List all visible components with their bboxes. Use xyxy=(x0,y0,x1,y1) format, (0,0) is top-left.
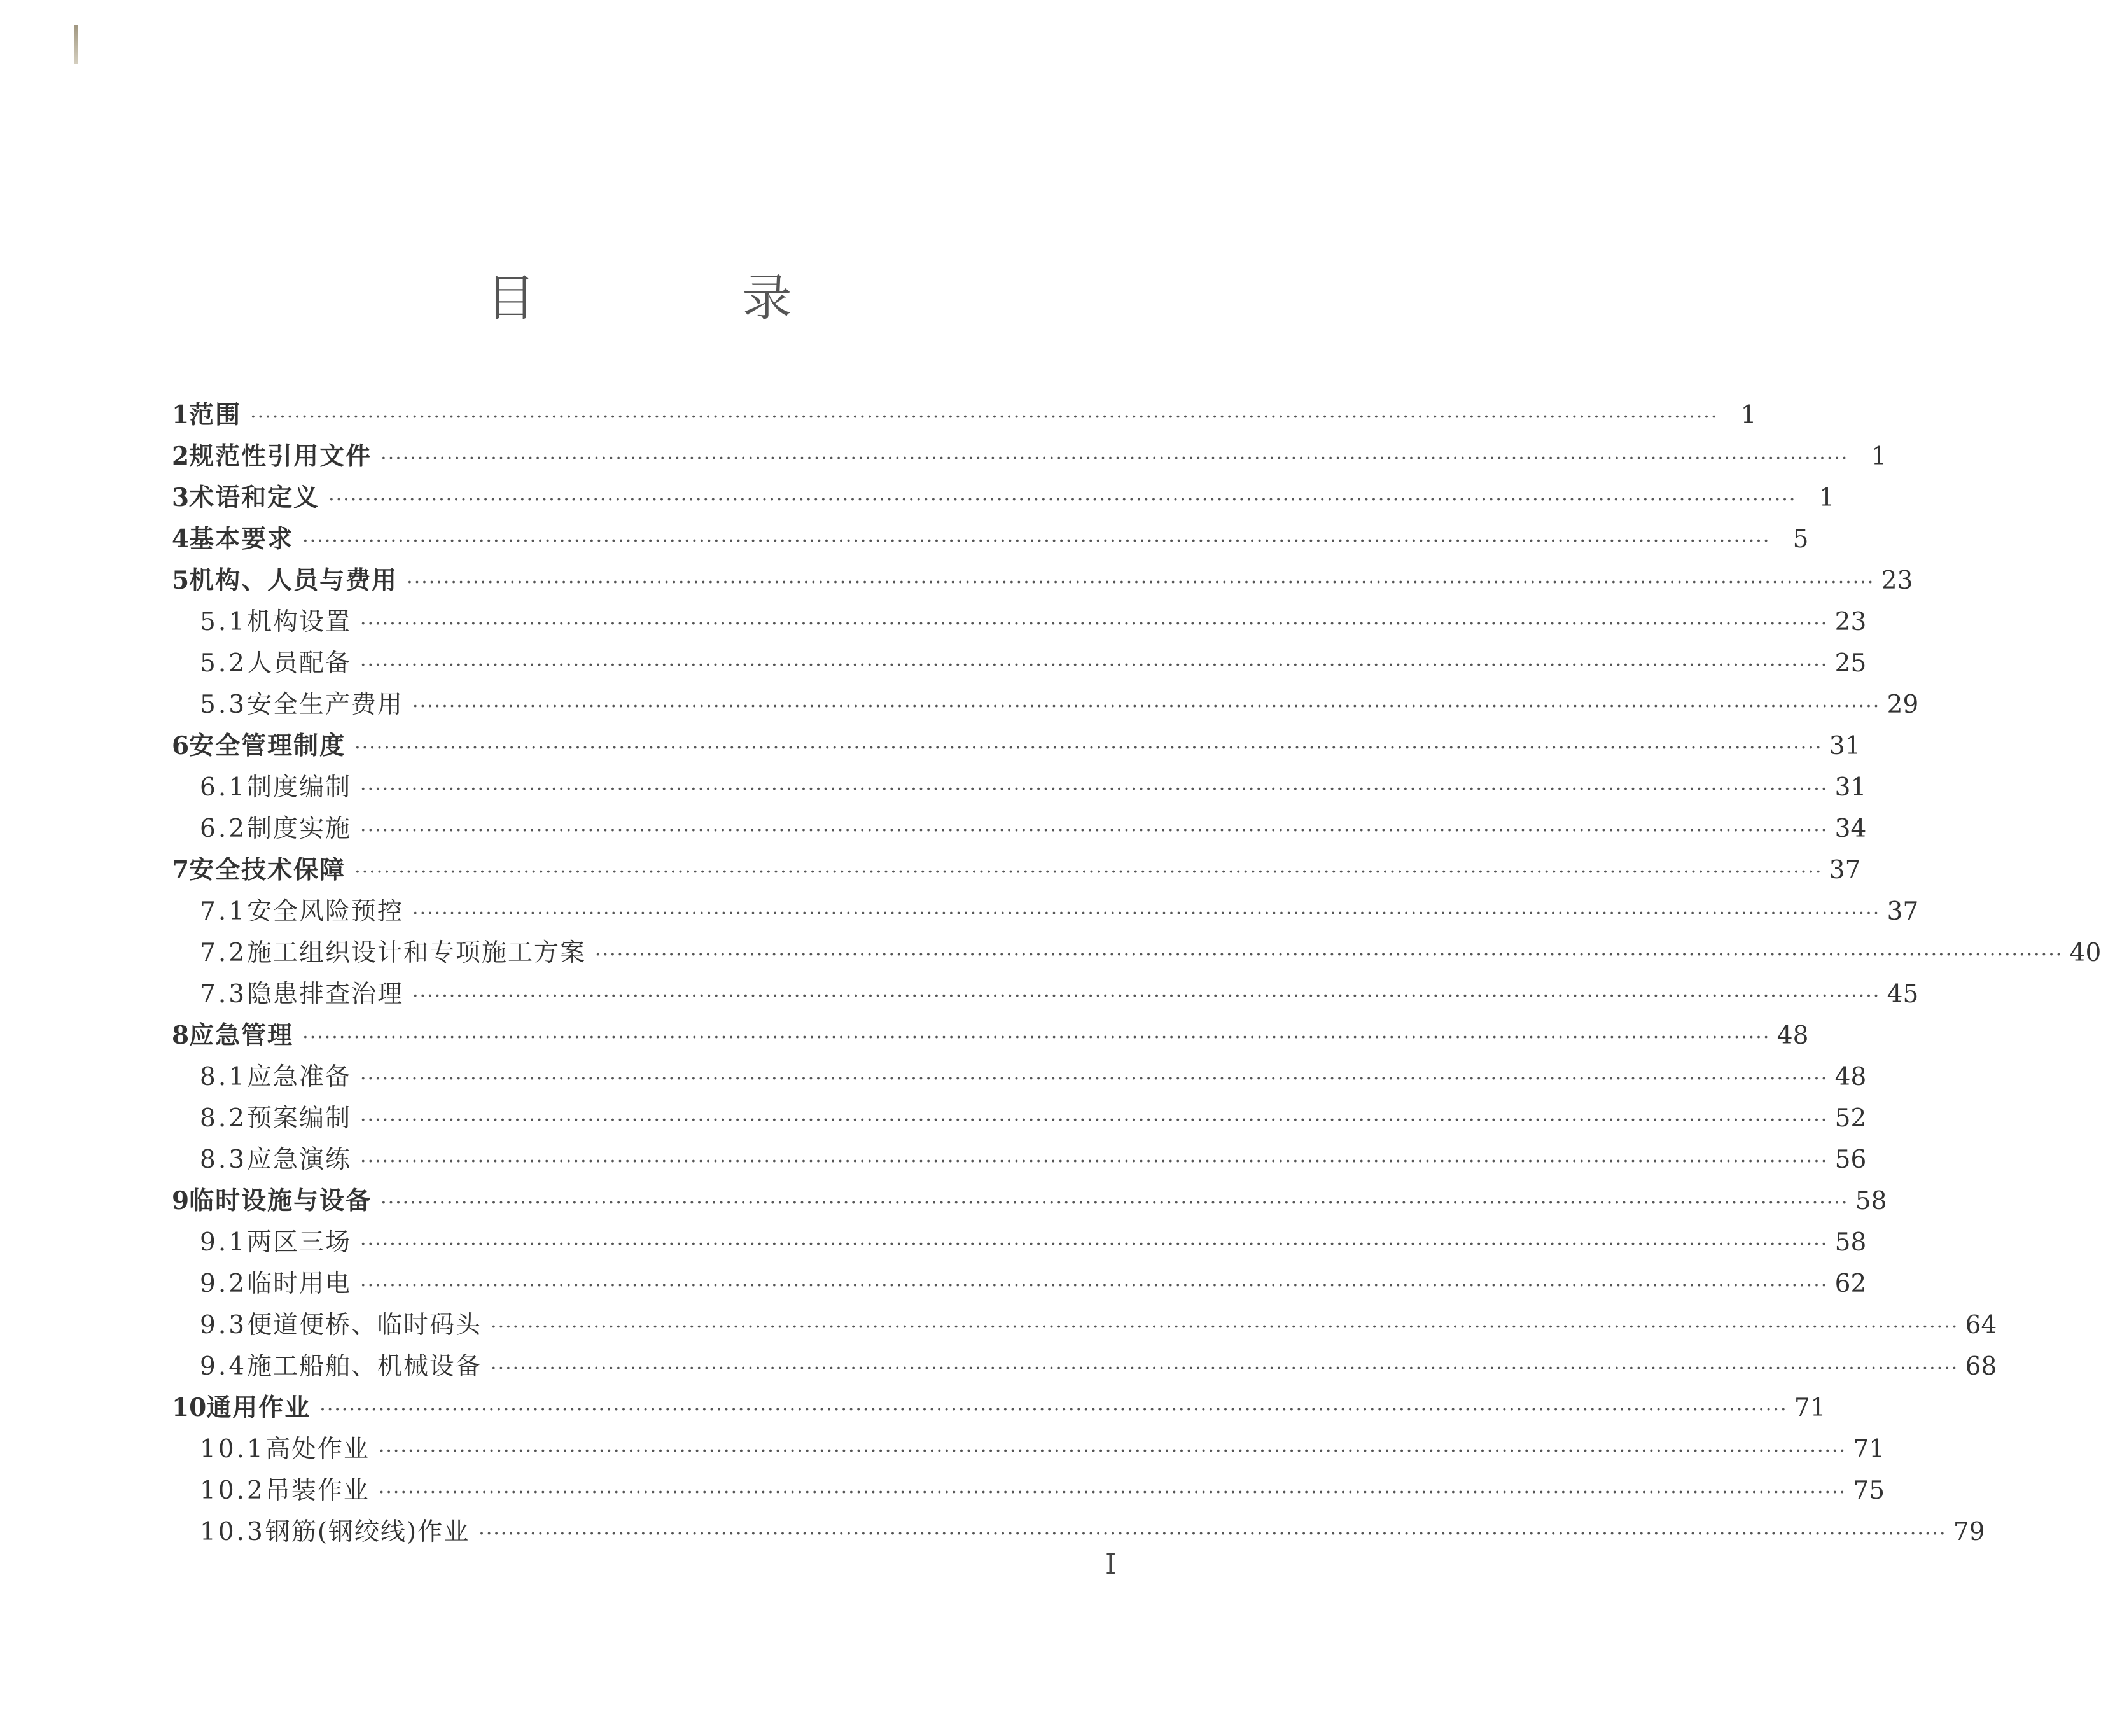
toc-entry[interactable] xyxy=(172,1387,1826,1429)
toc-entry-page: 48 xyxy=(1776,1021,1809,1050)
table-of-contents xyxy=(172,395,2101,1553)
toc-entry-title: 钢筋(钢绞线)作业 xyxy=(265,1518,470,1546)
toc-entry-number: 2 xyxy=(172,442,190,471)
toc-entry[interactable] xyxy=(172,974,1919,1015)
toc-entry-title: 隐患排查治理 xyxy=(247,980,404,1009)
toc-entry-title: 两区三场 xyxy=(247,1228,352,1257)
toc-entry[interactable] xyxy=(172,1139,1867,1180)
toc-entry[interactable] xyxy=(172,767,1867,808)
toc-dot-leader: ········································································································································································································ xyxy=(302,530,1771,552)
toc-entry-number: 6.1 xyxy=(200,773,248,802)
toc-entry-page: 31 xyxy=(1834,773,1867,802)
toc-dot-leader: ········································································································································································································ xyxy=(595,944,2063,966)
toc-dot-leader: ········································································································································································································ xyxy=(360,778,1829,801)
toc-entry-page: 79 xyxy=(1953,1518,1985,1546)
toc-dot-leader: ········································································································································································································ xyxy=(491,1357,1959,1380)
toc-entry[interactable] xyxy=(172,1511,1985,1553)
toc-entry-title: 吊装作业 xyxy=(265,1476,370,1505)
toc-entry-title: 临时用电 xyxy=(247,1270,352,1298)
toc-entry[interactable] xyxy=(172,477,1835,519)
toc-dot-leader: ········································································································································································································ xyxy=(478,1523,1947,1545)
toc-entry-number: 7.2 xyxy=(200,939,248,967)
toc-dot-leader: ········································································································································································································ xyxy=(360,1109,1829,1131)
toc-entry-title: 高处作业 xyxy=(265,1435,370,1464)
toc-entry-number: 5 xyxy=(172,566,190,595)
toc-entry-title: 制度编制 xyxy=(247,773,352,802)
toc-entry-number: 8.2 xyxy=(200,1104,248,1133)
toc-entry-title: 应急准备 xyxy=(247,1063,352,1091)
toc-dot-leader: ········································································································································································································ xyxy=(360,820,1829,842)
toc-entry-number: 6 xyxy=(172,731,190,760)
toc-entry[interactable] xyxy=(172,1180,1887,1222)
toc-dot-leader: ········································································································································································································ xyxy=(354,737,1823,759)
toc-entry-page: 34 xyxy=(1834,815,1867,843)
toc-entry[interactable] xyxy=(172,643,1867,684)
toc-entry-page: 40 xyxy=(2069,939,2101,967)
toc-entry[interactable] xyxy=(172,1098,1867,1139)
toc-entry[interactable] xyxy=(172,1263,1867,1305)
toc-dot-leader: ········································································································································································································ xyxy=(360,1275,1829,1297)
toc-entry[interactable] xyxy=(172,932,2101,974)
toc-entry[interactable] xyxy=(172,850,1861,891)
toc-entry[interactable] xyxy=(172,1222,1867,1263)
toc-entry-number: 9.2 xyxy=(200,1270,248,1298)
toc-entry-title: 人员配备 xyxy=(247,649,352,678)
toc-dot-leader: ········································································································································································································ xyxy=(302,1026,1771,1049)
toc-entry[interactable] xyxy=(172,436,1887,477)
toc-dot-leader: ········································································································································································································ xyxy=(412,696,1881,718)
toc-entry-title: 基本要求 xyxy=(189,524,294,554)
toc-entry-number: 7.3 xyxy=(200,980,248,1009)
toc-dot-leader: ········································································································································································································ xyxy=(378,1481,1847,1504)
toc-dot-leader: ········································································································································································································ xyxy=(360,1068,1829,1090)
toc-entry-number: 5.1 xyxy=(200,608,248,636)
toc-dot-leader: ········································································································································································································ xyxy=(360,1233,1829,1256)
toc-entry-page: 31 xyxy=(1829,732,1861,760)
toc-entry-number: 4 xyxy=(172,524,190,554)
toc-entry-title: 范围 xyxy=(189,400,242,430)
toc-entry-page: 25 xyxy=(1834,649,1867,678)
toc-entry[interactable] xyxy=(172,808,1867,850)
toc-entry-number: 7 xyxy=(172,855,190,885)
toc-entry-page: 68 xyxy=(1965,1352,1997,1381)
toc-entry-page: 71 xyxy=(1794,1394,1826,1422)
scan-edge-mark xyxy=(74,25,78,64)
page-title: 目 录 xyxy=(485,270,888,327)
toc-entry[interactable] xyxy=(172,1470,1885,1511)
toc-entry-title: 预案编制 xyxy=(247,1104,352,1133)
toc-entry-title: 应急演练 xyxy=(247,1145,352,1174)
toc-entry-number: 3 xyxy=(172,483,190,512)
toc-dot-leader: ········································································································································································································ xyxy=(407,571,1875,594)
toc-dot-leader: ········································································································································································································ xyxy=(380,447,1849,470)
toc-entry-number: 7.1 xyxy=(200,897,248,926)
toc-entry-number: 6.2 xyxy=(200,815,248,843)
toc-dot-leader: ········································································································································································································ xyxy=(354,861,1823,883)
toc-dot-leader: ········································································································································································································ xyxy=(250,406,1719,428)
toc-dot-leader: ········································································································································································································ xyxy=(491,1316,1959,1338)
toc-dot-leader: ········································································································································································································ xyxy=(412,902,1881,925)
toc-entry-page: 29 xyxy=(1887,690,1919,719)
toc-entry-page: 58 xyxy=(1855,1187,1887,1215)
toc-entry-page: 75 xyxy=(1853,1476,1885,1505)
toc-entry-page: 5 xyxy=(1792,525,1809,554)
toc-dot-leader: ········································································································································································································ xyxy=(378,1440,1847,1462)
toc-entry-number: 9.1 xyxy=(200,1228,248,1257)
toc-entry-title: 术语和定义 xyxy=(189,483,320,512)
toc-entry-title: 通用作业 xyxy=(206,1393,311,1422)
toc-entry[interactable] xyxy=(172,1015,1809,1056)
toc-entry-page: 37 xyxy=(1887,897,1919,926)
toc-entry-title: 安全管理制度 xyxy=(189,731,346,760)
toc-entry-title: 临时设施与设备 xyxy=(189,1186,372,1215)
toc-entry-page: 48 xyxy=(1834,1063,1867,1091)
toc-entry-number: 9.4 xyxy=(200,1352,248,1381)
toc-entry-page: 62 xyxy=(1834,1270,1867,1298)
toc-entry[interactable] xyxy=(172,891,1919,932)
toc-entry-number: 10.2 xyxy=(200,1476,265,1505)
toc-entry-number: 10.1 xyxy=(200,1435,265,1464)
toc-entry-number: 8.3 xyxy=(200,1145,248,1174)
toc-entry-page: 58 xyxy=(1834,1228,1867,1257)
toc-entry-number: 1 xyxy=(172,400,190,430)
toc-entry-title: 机构设置 xyxy=(247,608,352,636)
toc-dot-leader: ········································································································································································································ xyxy=(319,1399,1788,1421)
toc-entry-page: 1 xyxy=(1818,484,1835,512)
toc-entry[interactable] xyxy=(172,1305,1997,1346)
toc-entry-title: 规范性引用文件 xyxy=(189,442,372,471)
toc-entry-title: 安全生产费用 xyxy=(247,690,404,719)
toc-entry-page: 37 xyxy=(1829,856,1861,885)
toc-entry-number: 8.1 xyxy=(200,1063,248,1091)
toc-entry-page: 1 xyxy=(1740,401,1757,430)
toc-dot-leader: ········································································································································································································ xyxy=(360,613,1829,635)
toc-entry[interactable] xyxy=(172,395,1757,436)
toc-entry[interactable] xyxy=(172,601,1867,643)
toc-entry-title: 安全风险预控 xyxy=(247,897,404,926)
toc-dot-leader: ········································································································································································································ xyxy=(380,1192,1849,1214)
toc-entry-number: 9.3 xyxy=(200,1311,248,1340)
toc-entry-title: 安全技术保障 xyxy=(189,855,346,885)
page-folio: I xyxy=(1105,1548,1117,1581)
toc-entry-page: 23 xyxy=(1834,608,1867,636)
toc-dot-leader: ········································································································································································································ xyxy=(360,654,1829,676)
toc-entry[interactable] xyxy=(172,1429,1885,1470)
toc-entry-title: 施工组织设计和专项施工方案 xyxy=(247,939,587,967)
toc-entry-page: 52 xyxy=(1834,1104,1867,1133)
toc-dot-leader: ········································································································································································································ xyxy=(412,985,1881,1007)
toc-entry-page: 64 xyxy=(1965,1311,1997,1340)
toc-entry[interactable] xyxy=(172,1056,1867,1098)
toc-entry-title: 应急管理 xyxy=(189,1021,294,1050)
toc-entry[interactable] xyxy=(172,519,1809,560)
toc-entry-page: 45 xyxy=(1887,980,1919,1009)
toc-entry-number: 10 xyxy=(172,1393,207,1422)
toc-entry[interactable] xyxy=(172,725,1861,767)
toc-entry-number: 9 xyxy=(172,1186,190,1215)
toc-entry-title: 施工船舶、机械设备 xyxy=(247,1352,482,1381)
toc-entry-page: 71 xyxy=(1853,1435,1885,1464)
toc-dot-leader: ········································································································································································································ xyxy=(360,1151,1829,1173)
toc-entry-number: 8 xyxy=(172,1021,190,1050)
toc-entry-page: 1 xyxy=(1871,442,1887,471)
toc-entry-page: 56 xyxy=(1834,1145,1867,1174)
toc-entry-number: 10.3 xyxy=(200,1518,265,1546)
toc-entry-number: 5.3 xyxy=(200,690,248,719)
toc-entry[interactable] xyxy=(172,560,1913,601)
toc-entry-title: 制度实施 xyxy=(247,815,352,843)
toc-dot-leader: ········································································································································································································ xyxy=(328,489,1797,511)
toc-entry-title: 便道便桥、临时码头 xyxy=(247,1311,482,1340)
toc-entry[interactable] xyxy=(172,684,1919,725)
toc-entry-title: 机构、人员与费用 xyxy=(189,566,398,595)
toc-entry-number: 5.2 xyxy=(200,649,248,678)
toc-entry[interactable] xyxy=(172,1346,1997,1387)
toc-entry-page: 23 xyxy=(1881,566,1913,595)
